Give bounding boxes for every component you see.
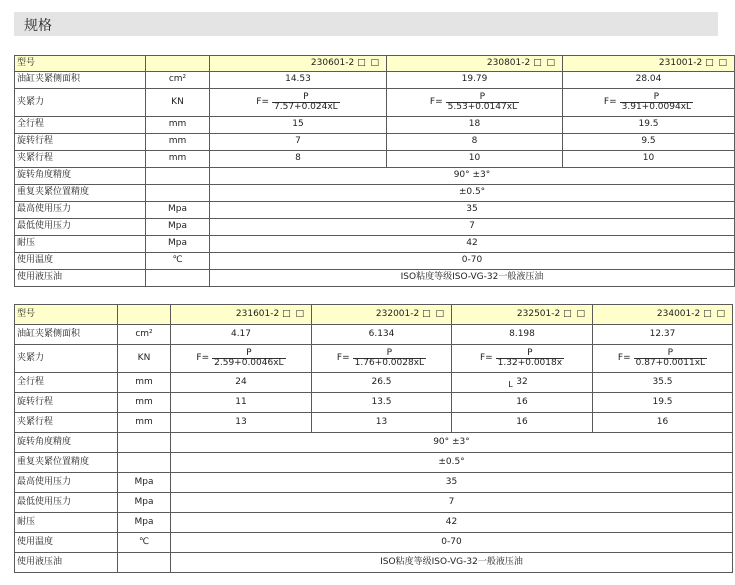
table-row-rotate-precision <box>15 433 733 453</box>
model-cell: 232001-2 □ □ <box>312 305 452 325</box>
table-row-repeat-precision <box>15 185 735 202</box>
value-cell: 19.79 <box>387 72 563 89</box>
value-cell: 11 <box>171 393 312 413</box>
unit-cell: KN <box>118 345 171 373</box>
unit-cell <box>118 305 171 325</box>
value-cell: 8 <box>387 134 563 151</box>
model-cell: 234001-2 □ □ <box>593 305 733 325</box>
row-label: 油缸夹紧侧面积 <box>15 325 118 345</box>
row-label: 使用液压油 <box>15 270 146 287</box>
value-cell: 14.53 <box>210 72 387 89</box>
value-cell: 0-70 <box>210 253 735 270</box>
formula-cell: F= $\frac{P}{1.76+0.0028xL}$ <box>312 345 452 373</box>
value-cell: 90° ±3° <box>210 168 735 185</box>
row-label: 最高使用压力 <box>15 473 118 493</box>
row-label: 最低使用压力 <box>15 493 118 513</box>
table-row-rotate-stroke <box>15 134 735 151</box>
value-cell: 28.04 <box>563 72 735 89</box>
value-cell: 7 <box>210 134 387 151</box>
table-row-oil <box>15 270 735 287</box>
value-cell: 13 <box>171 413 312 433</box>
table-row-area <box>15 72 735 89</box>
value-cell: 8.198 <box>452 325 593 345</box>
row-label: 旋转角度精度 <box>15 168 146 185</box>
section-title: 规格 <box>24 18 52 34</box>
value-cell: 16 <box>593 413 733 433</box>
unit-cell: mm <box>146 134 210 151</box>
table-row-repeat-precision <box>15 453 733 473</box>
value-cell: 16 <box>452 393 593 413</box>
unit-cell: mm <box>146 151 210 168</box>
unit-cell: Mpa <box>118 493 171 513</box>
table-row-max-pressure <box>15 473 733 493</box>
section-title-bar <box>14 12 718 36</box>
unit-cell: mm <box>146 117 210 134</box>
value-cell: 4.17 <box>171 325 312 345</box>
unit-cell <box>146 270 210 287</box>
table-row-full-stroke <box>15 117 735 134</box>
row-label: 最高使用压力 <box>15 202 146 219</box>
value-cell: 24 <box>171 373 312 393</box>
row-label: 夹紧力 <box>15 89 146 117</box>
value-cell: 26.5 <box>312 373 452 393</box>
row-label: 夹紧行程 <box>15 413 118 433</box>
value-cell: 0-70 <box>171 533 733 553</box>
value-cell: 19.5 <box>563 117 735 134</box>
row-label: 重复夹紧位置精度 <box>15 453 118 473</box>
value-cell: ±0.5° <box>171 453 733 473</box>
row-label: 型号 <box>15 56 146 72</box>
row-label: 耐压 <box>15 236 146 253</box>
formula-cell: F= $\frac{P}{2.59+0.0046xL}$ <box>171 345 312 373</box>
unit-cell: Mpa <box>118 513 171 533</box>
value-cell: 9.5 <box>563 134 735 151</box>
value-cell: 7 <box>171 493 733 513</box>
table-row-model <box>15 56 735 72</box>
row-label: 重复夹紧位置精度 <box>15 185 146 202</box>
model-cell: 231601-2 □ □ <box>171 305 312 325</box>
table-row-temperature <box>15 253 735 270</box>
row-label: 最低使用压力 <box>15 219 146 236</box>
table-row-max-pressure <box>15 202 735 219</box>
table-row-force <box>15 89 735 117</box>
value-cell: 13.5 <box>312 393 452 413</box>
row-label: 夹紧力 <box>15 345 118 373</box>
unit-cell: Mpa <box>118 473 171 493</box>
row-label: 全行程 <box>15 373 118 393</box>
value-cell: 90° ±3° <box>171 433 733 453</box>
value-cell: L 32 <box>452 373 593 393</box>
formula-cell: F= $\frac{P}{7.57+0.024xL}$ <box>210 89 387 117</box>
value-cell: 35 <box>210 202 735 219</box>
value-cell: 35 <box>171 473 733 493</box>
unit-cell: cm² <box>146 72 210 89</box>
value-cell: 16 <box>452 413 593 433</box>
value-cell: ±0.5° <box>210 185 735 202</box>
value-cell: 42 <box>210 236 735 253</box>
unit-cell: Mpa <box>146 202 210 219</box>
unit-cell: cm² <box>118 325 171 345</box>
table-row-withstand <box>15 236 735 253</box>
table-row-model <box>15 305 733 325</box>
row-label: 旋转行程 <box>15 134 146 151</box>
spec-table-2 <box>14 304 733 573</box>
unit-cell: ℃ <box>118 533 171 553</box>
row-label: 全行程 <box>15 117 146 134</box>
stray-note: L <box>508 379 513 389</box>
row-label: 使用温度 <box>15 533 118 553</box>
value-cell: 19.5 <box>593 393 733 413</box>
row-label: 型号 <box>15 305 118 325</box>
unit-cell <box>146 168 210 185</box>
unit-cell <box>118 433 171 453</box>
row-label: 旋转角度精度 <box>15 433 118 453</box>
row-label: 耐压 <box>15 513 118 533</box>
row-label: 夹紧行程 <box>15 151 146 168</box>
value-cell: 10 <box>563 151 735 168</box>
value-cell: ISO粘度等级ISO-VG-32一般液压油 <box>171 553 733 573</box>
unit-cell <box>118 453 171 473</box>
table-row-clamp-stroke <box>15 413 733 433</box>
value-cell: 12.37 <box>593 325 733 345</box>
value-cell: 13 <box>312 413 452 433</box>
row-label: 旋转行程 <box>15 393 118 413</box>
unit-cell: mm <box>118 413 171 433</box>
table-row-force <box>15 345 733 373</box>
table-row-clamp-stroke <box>15 151 735 168</box>
value-cell: 35.5 <box>593 373 733 393</box>
value-cell: 18 <box>387 117 563 134</box>
value-cell: 6.134 <box>312 325 452 345</box>
model-cell: 231001-2 □ □ <box>563 56 735 72</box>
unit-cell: Mpa <box>146 219 210 236</box>
row-label: 使用温度 <box>15 253 146 270</box>
formula-cell: F= $\frac{P}{0.87+0.0011xL}$ <box>593 345 733 373</box>
unit-cell: mm <box>118 373 171 393</box>
unit-cell <box>118 553 171 573</box>
formula-cell: F= $\frac{P}{5.53+0.0147xL}$ <box>387 89 563 117</box>
table-row-min-pressure <box>15 493 733 513</box>
unit-cell <box>146 56 210 72</box>
table-row-withstand <box>15 513 733 533</box>
table-row-area <box>15 325 733 345</box>
table-row-full-stroke <box>15 373 733 393</box>
unit-cell <box>146 185 210 202</box>
value-cell: 15 <box>210 117 387 134</box>
table-row-rotate-stroke <box>15 393 733 413</box>
value-cell: 8 <box>210 151 387 168</box>
unit-cell: Mpa <box>146 236 210 253</box>
spec-table-1 <box>14 55 735 287</box>
value-cell: 42 <box>171 513 733 533</box>
formula-cell: F= $\frac{P}{1.32+0.0018x}$ <box>452 345 593 373</box>
value-cell: ISO粘度等级ISO-VG-32一般液压油 <box>210 270 735 287</box>
unit-cell: mm <box>118 393 171 413</box>
table-row-min-pressure <box>15 219 735 236</box>
row-label: 油缸夹紧侧面积 <box>15 72 146 89</box>
unit-cell: ℃ <box>146 253 210 270</box>
model-cell: 230601-2 □ □ <box>210 56 387 72</box>
value-cell: 7 <box>210 219 735 236</box>
value-cell: 10 <box>387 151 563 168</box>
model-cell: 230801-2 □ □ <box>387 56 563 72</box>
row-label: 使用液压油 <box>15 553 118 573</box>
formula-cell: F= $\frac{P}{3.91+0.0094xL}$ <box>563 89 735 117</box>
table-row-temperature <box>15 533 733 553</box>
model-cell: 232501-2 □ □ <box>452 305 593 325</box>
table-row-rotate-precision <box>15 168 735 185</box>
unit-cell: KN <box>146 89 210 117</box>
table-row-oil <box>15 553 733 573</box>
